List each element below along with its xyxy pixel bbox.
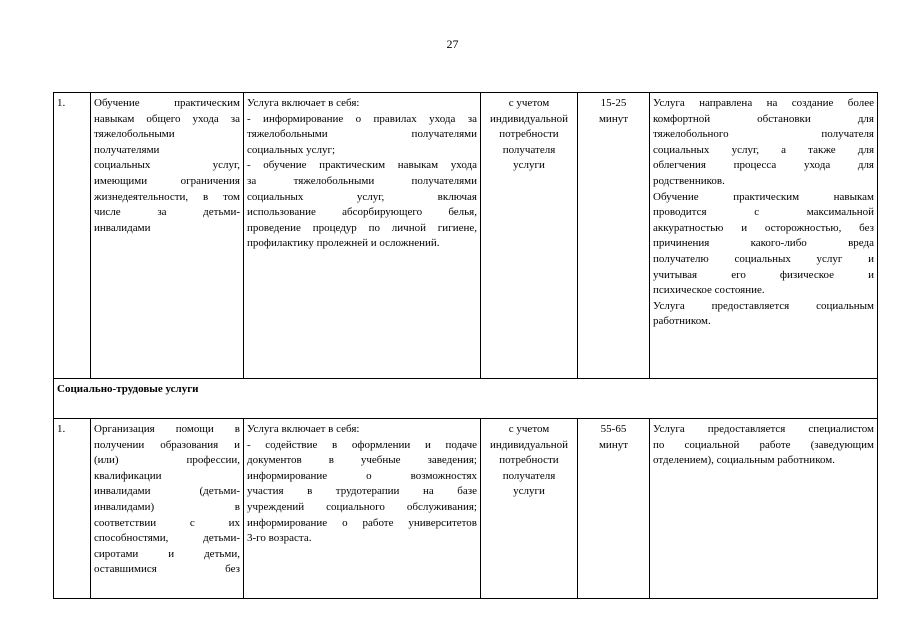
service-content-cell	[244, 93, 481, 379]
conditions-line: облегчения процесса ухода для	[653, 159, 874, 172]
row-number: 1.	[54, 419, 91, 599]
frequency-line: индивидуальной	[489, 112, 569, 125]
service-content-line: социальных услуг, включая	[247, 190, 477, 203]
conditions-line: отделением), социальным работником.	[653, 454, 835, 467]
service-content-line: информирование о работе университетов	[247, 516, 477, 529]
row-number: 1.	[54, 93, 91, 379]
table-row	[54, 93, 878, 379]
conditions-line: Услуга предоставляется социальным	[653, 299, 874, 312]
frequency-line: с учетом	[508, 423, 550, 435]
service-name-line: Организация помощи в	[94, 423, 240, 435]
service-name-line: соответствии с их	[94, 516, 240, 529]
service-name-cell	[91, 93, 244, 379]
conditions-line: по социальной работе (заведующим	[653, 438, 874, 451]
section-header-row	[54, 379, 878, 419]
frequency-line: с учетом	[508, 97, 550, 109]
service-name-line: получении образования и	[94, 438, 240, 451]
service-content-line: 3-го возраста.	[247, 532, 312, 545]
conditions-line: психическое состояние.	[653, 284, 765, 297]
service-content-line: участия в трудотерапии на базе	[247, 485, 477, 498]
service-content-line: профилактику пролежней и осложнений.	[247, 237, 440, 250]
services-table	[53, 92, 878, 599]
conditions-line: Услуга предоставляется специалистом	[653, 423, 874, 435]
frequency-cell	[481, 419, 578, 599]
service-name-line: имеющими ограничения	[94, 174, 240, 187]
conditions-cell	[650, 93, 878, 379]
service-content-line: социальных услуг;	[247, 143, 336, 156]
frequency-line: потребности	[499, 454, 559, 467]
service-content-line: - обучение практическим навыкам ухода	[247, 159, 477, 172]
service-name-line: способностями, детьми-	[94, 532, 240, 545]
service-name-line: социальных услуг,	[94, 159, 240, 172]
frequency-line: потребности	[499, 128, 559, 141]
frequency-line: индивидуальной	[489, 438, 569, 451]
service-content-line: учреждений социального обслуживания;	[247, 500, 477, 513]
service-name-line: навыкам общего ухода за	[94, 112, 240, 125]
duration-line: 55-65	[600, 423, 627, 435]
service-name-line: Обучение практическим	[94, 97, 240, 109]
conditions-line: Обучение практическим навыкам	[653, 190, 874, 203]
service-name-line: получателями	[94, 143, 160, 156]
conditions-line: проводится с максимальной	[653, 206, 874, 219]
service-content-line: Услуга включает в себя:	[247, 423, 360, 435]
frequency-cell	[481, 93, 578, 379]
service-name-line: сиротами и детьми,	[94, 547, 240, 560]
service-name-line: инвалидами	[94, 221, 151, 234]
frequency-line: получателя	[502, 469, 556, 482]
conditions-line: аккуратностью и осторожностью, без	[653, 221, 874, 234]
service-content-line: - информирование о правилах ухода за	[247, 112, 477, 125]
conditions-line: комфортной обстановки для	[653, 112, 874, 125]
page-number: 27	[446, 37, 459, 51]
conditions-line: тяжелобольного получателя	[653, 128, 874, 141]
frequency-line: получателя	[502, 143, 556, 156]
conditions-line: получателю социальных услуг и	[653, 252, 874, 265]
duration-line: 15-25	[600, 97, 627, 109]
table-row	[54, 419, 878, 599]
service-content-line: проведение процедур по личной гигиене,	[247, 221, 477, 234]
service-name-line: числе за детьми-	[94, 206, 240, 219]
service-name-cell	[91, 419, 244, 599]
conditions-line: родственников.	[653, 174, 725, 187]
service-content-line: документов в учебные заведения;	[247, 454, 477, 467]
conditions-line: работником.	[653, 315, 711, 328]
service-content-line: Услуга включает в себя:	[247, 97, 360, 109]
service-name-line: инвалидами (детьми-	[94, 485, 240, 498]
conditions-cell	[650, 419, 878, 599]
conditions-line: Услуга направлена на создание более	[653, 97, 874, 109]
service-name-line: оставшимися без	[94, 563, 240, 576]
conditions-line: социальных услуг, а также для	[653, 143, 874, 156]
service-content-line: - содействие в оформлении и подаче	[247, 438, 477, 451]
duration-line: минут	[598, 112, 629, 125]
duration-line: минут	[598, 438, 629, 451]
section-title: Социально-трудовые услуги	[54, 379, 878, 419]
service-name-line: (или) профессии,	[94, 454, 240, 467]
conditions-line: учитывая его физическое и	[653, 268, 874, 281]
duration-cell	[578, 419, 650, 599]
service-name-line: тяжелобольными	[94, 128, 175, 141]
service-content-line: использование абсорбирующего белья,	[247, 206, 477, 219]
frequency-line: услуги	[513, 159, 545, 172]
service-content-line: информирование о возможностях	[247, 469, 477, 482]
conditions-line: причинения какого-либо вреда	[653, 237, 874, 250]
service-content-line: за тяжелобольными получателями	[247, 174, 477, 187]
duration-cell	[578, 93, 650, 379]
service-content-line: тяжелобольными получателями	[247, 128, 477, 141]
service-name-line: инвалидами) в	[94, 500, 240, 513]
frequency-line: услуги	[513, 485, 545, 498]
service-name-line: квалификации	[94, 469, 162, 482]
service-content-cell	[244, 419, 481, 599]
service-name-line: жизнедеятельности, в том	[94, 190, 240, 203]
